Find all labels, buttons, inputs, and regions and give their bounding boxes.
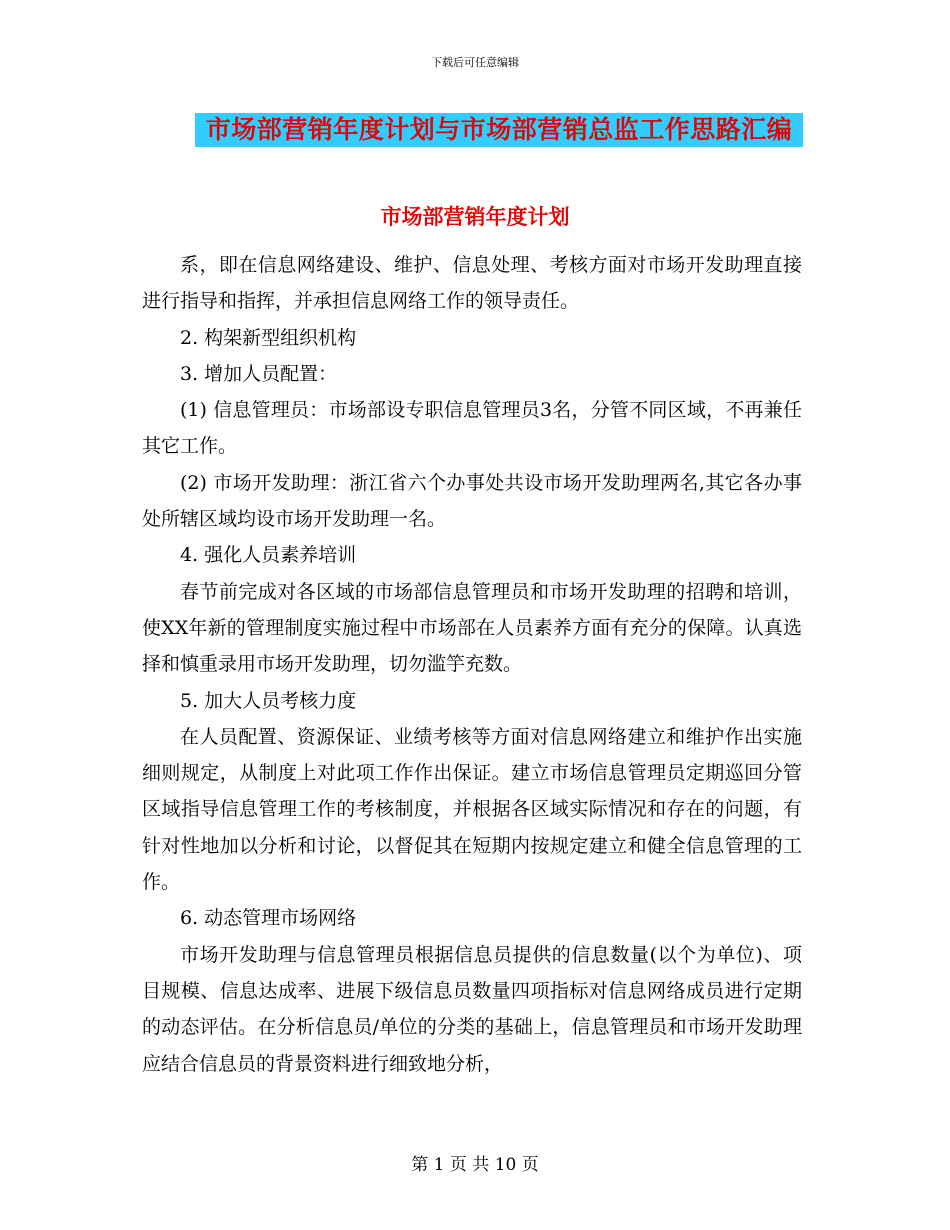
numbered-heading: 5. 加大人员考核力度 xyxy=(180,689,357,712)
body-text xyxy=(142,247,802,1082)
header-note: 下载后可任意编辑 xyxy=(431,56,519,69)
paragraph: 在人员配置、资源保证、业绩考核等方面对信息网络建立和维护作出实施细则规定，从制度上对此项工作作出保证。建立市场信息管理员定期巡回分管区域指导信息管理工作的考核制度，并根据各区域实际情况和存在的问题，有针对性地加以分析和讨论，以督促其在短期内按规定建立和健全信息管理的工作。 xyxy=(142,725,802,894)
paragraph: (2) 市场开发助理：浙江省六个办事处共设市场开发助理两名,其它各办事处所辖区域均设市场开发助理一名。 xyxy=(142,471,802,531)
main-title: 市场部营销年度计划与市场部营销总监工作思路汇编 xyxy=(195,113,803,147)
paragraph: 系，即在信息网络建设、维护、信息处理、考核方面对市场开发助理直接进行指导和指挥，并承担信息网络工作的领导责任。 xyxy=(142,254,802,313)
numbered-heading: 4. 强化人员素养培训 xyxy=(180,544,357,567)
numbered-heading: 6. 动态管理市场网络 xyxy=(180,907,357,930)
paragraph: 春节前完成对各区域的市场部信息管理员和市场开发助理的招聘和培训，使XX年新的管理制度实施过程中市场部在人员素养方面有充分的保障。认真选择和慎重录用市场开发助理，切勿滥竽充数。 xyxy=(142,580,802,676)
paragraph: (1) 信息管理员：市场部设专职信息管理员3名，分管不同区域，不再兼任其它工作。 xyxy=(142,399,802,458)
paragraph: 市场开发助理与信息管理员根据信息员提供的信息数量(以个为单位)、项目规模、信息达成率、进展下级信息员数量四项指标对信息网络成员进行定期的动态评估。在分析信息员/单位的分类的基础上，信息管理员和市场开发助理应结合信息员的背景资料进行细致地分析， xyxy=(142,943,802,1075)
page-footer: 第 1 页 共 10 页 xyxy=(411,1155,539,1175)
numbered-heading: 2. 构架新型组织机构 xyxy=(180,326,357,349)
numbered-heading: 3. 增加人员配置： xyxy=(180,362,338,385)
section-title: 市场部营销年度计划 xyxy=(380,204,570,229)
